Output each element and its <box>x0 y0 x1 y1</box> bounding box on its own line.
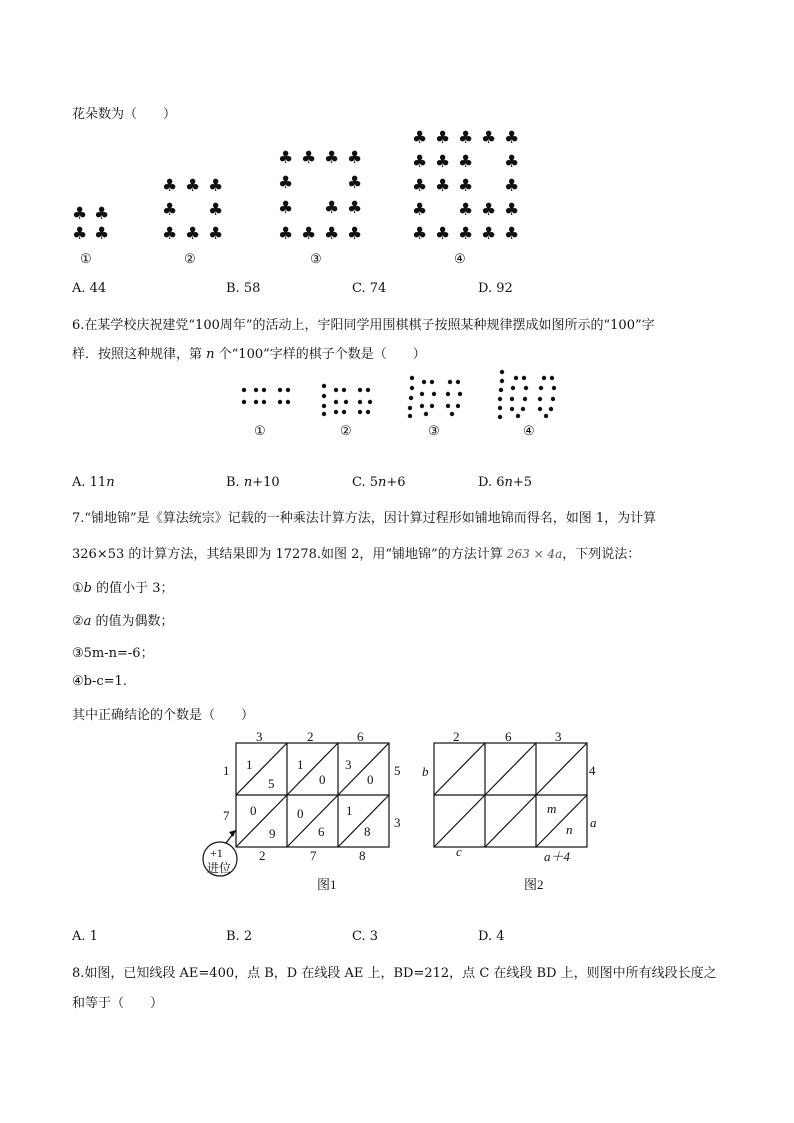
club-icon: ♣ <box>504 200 520 220</box>
fig2-right: 4 <box>589 763 596 778</box>
q7-statement-2: ②a 的值为偶数； <box>72 614 174 629</box>
fig1-right: 5 <box>394 763 401 778</box>
fig2-left: b <box>422 764 429 779</box>
fig1-carry: +1 <box>210 846 223 860</box>
q6-question-line2: 样．按照这种规律，第 n 个“100”字样的棋子个数是（ ） <box>72 347 426 362</box>
fig1-cell: 1 <box>246 757 253 772</box>
q6-option-b: B. n+10 <box>226 475 280 490</box>
club-icon: ♣ <box>94 204 110 224</box>
club-icon: ♣ <box>481 128 497 148</box>
q6-option-a: A. 11n <box>72 475 115 490</box>
fig1-cell: 5 <box>268 776 275 791</box>
q8-question-line1: 8.如图，已知线段 AE=400，点 B，D 在线段 AE 上，BD=212，点 C 在线段 BD 上，则图中所有线段长度之 <box>72 966 717 981</box>
fig2-top: 2 <box>453 729 460 744</box>
fig1-right: 3 <box>394 815 401 830</box>
q7-option-a: A. 1 <box>72 929 98 944</box>
club-icon: ♣ <box>94 224 110 244</box>
club-icon: ♣ <box>435 128 451 148</box>
fig1-left: 7 <box>223 808 230 823</box>
club-icon: ♣ <box>324 224 340 244</box>
fig1-bottom: 7 <box>310 848 317 863</box>
club-icon: ♣ <box>458 176 474 196</box>
fig1-top: 2 <box>307 729 314 744</box>
club-icon: ♣ <box>504 128 520 148</box>
q5-option-b: B. 58 <box>226 281 261 296</box>
fig1-top: 6 <box>357 729 364 744</box>
club-icon: ♣ <box>412 176 428 196</box>
club-icon: ♣ <box>208 200 224 220</box>
fig1-cell: 0 <box>250 803 257 818</box>
fig2-bottom-c: c <box>456 844 462 859</box>
club-icon: ♣ <box>347 173 363 193</box>
club-icon: ♣ <box>301 148 317 168</box>
fig1-cell: 1 <box>297 757 304 772</box>
club-icon: ♣ <box>412 224 428 244</box>
club-icon: ♣ <box>324 148 340 168</box>
club-icon: ♣ <box>72 224 88 244</box>
fig1-cell: 8 <box>364 824 371 839</box>
q6-fig-label: ④ <box>523 424 535 439</box>
club-icon: ♣ <box>504 176 520 196</box>
q7-statement-1: ①b 的值小于 3； <box>72 581 174 596</box>
fig1-bottom: 2 <box>259 848 266 863</box>
fig2-bottom-a4: a＋4 <box>544 849 571 864</box>
club-icon: ♣ <box>347 224 363 244</box>
club-icon: ♣ <box>504 224 520 244</box>
q5-option-c: C. 74 <box>352 281 387 296</box>
q6-fig-label: ③ <box>428 424 440 439</box>
q6-fig-label: ① <box>254 424 266 439</box>
club-icon: ♣ <box>208 176 224 196</box>
q6-figure <box>230 366 570 426</box>
fig2-cell-n: n <box>566 822 573 837</box>
fig2-top: 3 <box>555 729 562 744</box>
q5-fig-label: ① <box>80 252 92 267</box>
club-icon: ♣ <box>324 198 340 218</box>
q7-option-d: D. 4 <box>478 929 505 944</box>
q5-question-tail: 花朵数为（ ） <box>72 107 177 122</box>
fig1-bottom: 8 <box>359 848 366 863</box>
club-icon: ♣ <box>278 173 294 193</box>
club-icon: ♣ <box>72 204 88 224</box>
q7-statement-3: ③5m-n=-6； <box>72 646 154 661</box>
club-icon: ♣ <box>458 224 474 244</box>
q7-question-line1: 7.“铺地锦”是《算法统宗》记载的一种乘法计算方法，因计算过程形如铺地锦而得名，如图 1，为计算 <box>72 511 657 526</box>
q7-option-b: B. 2 <box>226 929 253 944</box>
q6-fig2-stones <box>322 384 372 416</box>
q5-fig-label: ④ <box>454 252 466 267</box>
q7-question-line2: 326×53 的计算方法，其结果即为 17278.如图 2，用“铺地锦”的方法计算 263 × 4a，下列说法： <box>72 547 641 562</box>
fig1-cell: 1 <box>346 803 353 818</box>
q7-option-c: C. 3 <box>352 929 379 944</box>
club-icon: ♣ <box>301 224 317 244</box>
q5-fig-label: ③ <box>310 252 322 267</box>
club-icon: ♣ <box>412 152 428 172</box>
club-icon: ♣ <box>162 176 178 196</box>
club-icon: ♣ <box>458 152 474 172</box>
club-icon: ♣ <box>504 152 520 172</box>
q7-ask: 其中正确结论的个数是（ ） <box>72 708 255 723</box>
fig1-carry-label: 进位 <box>207 861 232 875</box>
club-icon: ♣ <box>347 148 363 168</box>
fig1-cell: 9 <box>269 826 276 841</box>
q7-figure-1 <box>196 726 416 896</box>
q6-question-line1: 6.在某学校庆祝建党“100周年”的活动上，宇阳同学用围棋棋子按照某种规律摆成如图所示的“100”字 <box>72 318 655 333</box>
club-icon: ♣ <box>185 176 201 196</box>
club-icon: ♣ <box>481 200 497 220</box>
fig2-caption: 图2 <box>524 877 544 892</box>
club-icon: ♣ <box>458 128 474 148</box>
fig1-cell: 0 <box>297 806 304 821</box>
q6-option-c: C. 5n+6 <box>352 475 406 490</box>
club-icon: ♣ <box>481 224 497 244</box>
q7-statement-4: ④b-c=1. <box>72 674 127 689</box>
q5-option-a: A. 44 <box>72 281 107 296</box>
club-icon: ♣ <box>412 200 428 220</box>
q6-fig4-stones <box>498 370 556 419</box>
club-icon: ♣ <box>208 224 224 244</box>
fig2-right: a <box>590 815 597 830</box>
club-icon: ♣ <box>435 224 451 244</box>
q8-question-line2: 和等于（ ） <box>72 996 164 1011</box>
club-icon: ♣ <box>435 152 451 172</box>
fig1-cell: 3 <box>345 757 352 772</box>
fig2-cell-m: m <box>547 801 557 816</box>
club-icon: ♣ <box>162 224 178 244</box>
q7-figure-2 <box>420 726 610 896</box>
q6-fig1-stones <box>242 388 290 404</box>
fig1-cell: 0 <box>319 772 326 787</box>
club-icon: ♣ <box>458 200 474 220</box>
fig1-left: 1 <box>223 763 230 778</box>
club-icon: ♣ <box>412 128 428 148</box>
fig1-cell: 6 <box>318 824 325 839</box>
q5-option-d: D. 92 <box>478 281 513 296</box>
q5-fig-label: ② <box>184 252 196 267</box>
fig1-cell: 0 <box>367 772 374 787</box>
club-icon: ♣ <box>347 198 363 218</box>
club-icon: ♣ <box>278 148 294 168</box>
club-icon: ♣ <box>278 198 294 218</box>
club-icon: ♣ <box>278 224 294 244</box>
q6-fig3-stones <box>408 376 462 418</box>
fig1-caption: 图1 <box>317 877 337 892</box>
fig2-top: 6 <box>505 729 512 744</box>
q6-fig-label: ② <box>340 424 352 439</box>
club-icon: ♣ <box>435 176 451 196</box>
club-icon: ♣ <box>185 224 201 244</box>
club-icon: ♣ <box>162 200 178 220</box>
q6-option-d: D. 6n+5 <box>478 475 533 490</box>
q7-expression: 263 × 4a <box>506 547 563 561</box>
fig1-top: 3 <box>256 729 263 744</box>
